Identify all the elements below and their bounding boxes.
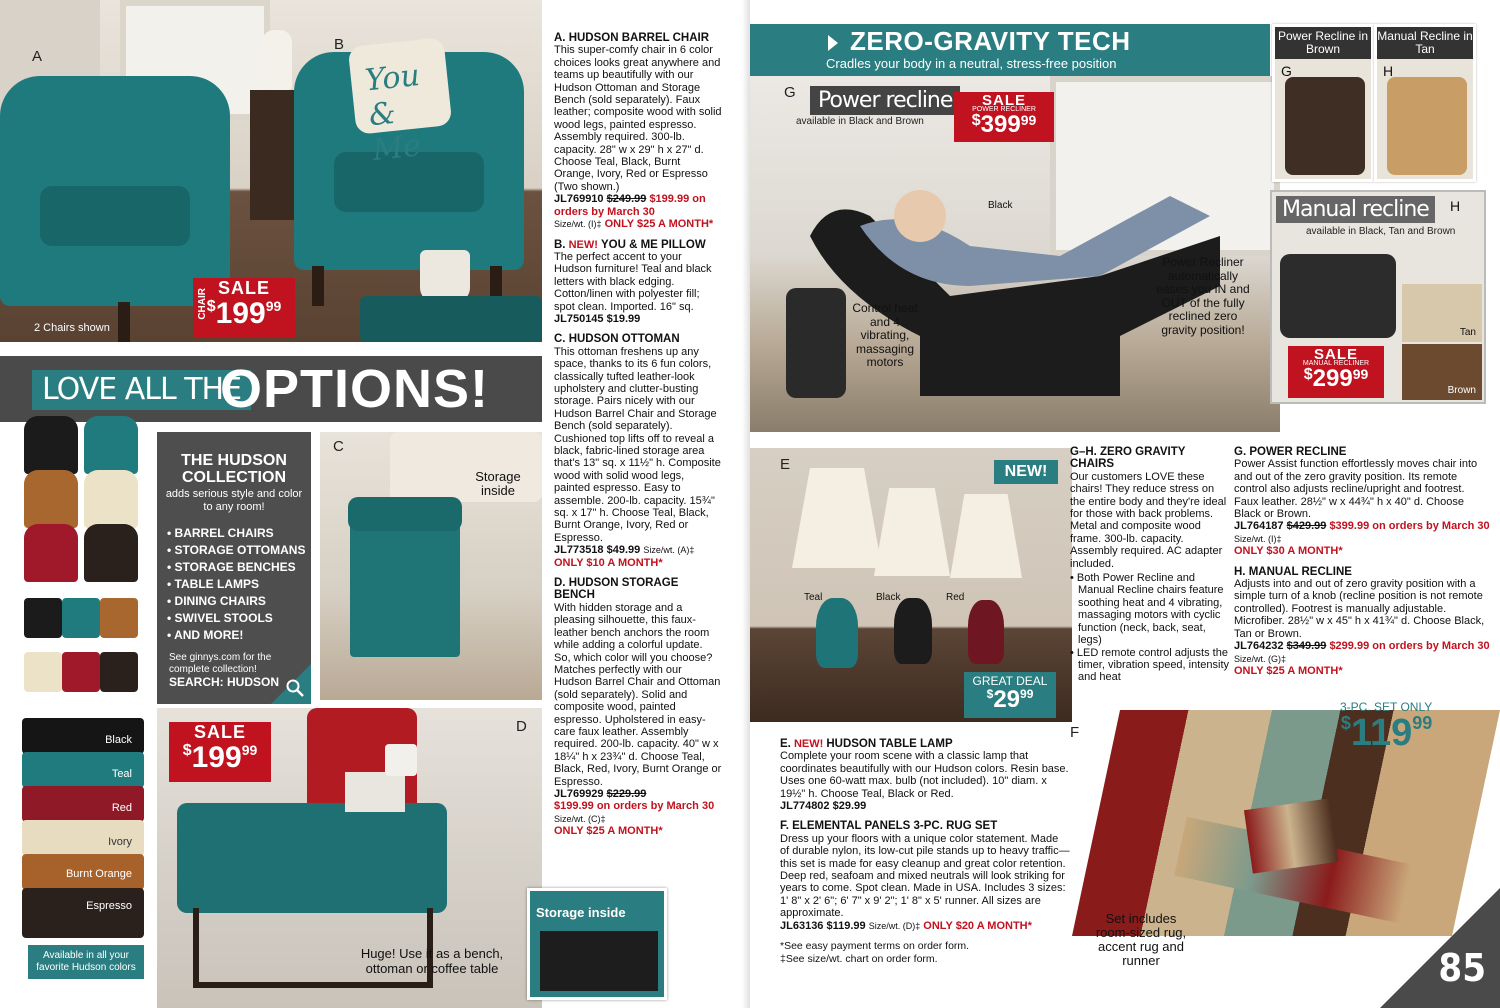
price-cents: 99 bbox=[1412, 713, 1433, 733]
gh-bullet: • LED remote control adjusts the timer, vibration speed, intensity and heat bbox=[1070, 646, 1230, 684]
product-g-body: Power Assist function effortlessly moves chair into and out of the zero gravity position. Its remote control also adjusts recline/upright and footrest. Faux leather. 28½" w x 44¾" h x 40" d. Choose Black or Brown. bbox=[1234, 458, 1478, 521]
lamp-rug-copy bbox=[780, 738, 1070, 965]
product-b-prefix: B. bbox=[554, 238, 566, 251]
bench-color-label: Black bbox=[105, 734, 132, 746]
sale-price bbox=[954, 113, 1054, 137]
rug-caption: Set includes room-sized rug, accent rug and runner bbox=[1095, 911, 1187, 968]
dollar-sign: $ bbox=[182, 742, 192, 759]
chairs-caption: 2 Chairs shown bbox=[34, 322, 110, 334]
ottoman-lid bbox=[348, 497, 462, 531]
hudson-list-item: • DINING CHAIRS bbox=[167, 594, 266, 608]
ottoman-swatch-ivory[interactable] bbox=[24, 652, 62, 692]
teal-storage-bench bbox=[177, 803, 447, 913]
sale-label: SALE bbox=[981, 92, 1026, 109]
product-a-size: Size/wt. (I)‡ bbox=[554, 219, 602, 230]
sale-price bbox=[1288, 367, 1384, 391]
product-h-size: Size/wt. (G)‡ bbox=[1234, 653, 1287, 664]
search-icon[interactable] bbox=[285, 678, 305, 698]
product-e bbox=[780, 738, 1070, 812]
price-dollars: 199 bbox=[191, 741, 242, 774]
tan-swatch[interactable] bbox=[1402, 284, 1482, 342]
love-all-the: LOVE ALL THE bbox=[32, 370, 251, 410]
product-d-body: With hidden storage and a pleasing silhouette, this faux-leather bench anchors the room while adding a colorful update. So, which color will you choose? Matches perfectly with our Hudson Barrel Chair and Ottoman (sold separately). Solid and composite wood, painted espresso. Upholstered in easy-care faux leather. Assembly required. 200-lb. capacity. 40" w x 18¼" h x 23¾" d. Choose Teal, Black, Red, Ivory, Burnt Orange or Espresso. bbox=[554, 601, 722, 788]
chair-swatch-burnt-orange[interactable] bbox=[24, 470, 78, 528]
label-g: G bbox=[784, 84, 796, 101]
ottoman-corner bbox=[360, 296, 542, 342]
zero-gravity-banner bbox=[750, 24, 1270, 76]
available-colors-box: Available in all your favorite Hudson colors bbox=[28, 945, 144, 979]
product-e-body: Complete your room scene with a classic lamp that coordinates beautifully with our Hudson colors. Resin base. Uses one 60-watt max. bulb (not included). 10" diam. x 19½" h. Choose Teal, Black or Red. bbox=[780, 750, 1069, 800]
chair-swatch-espresso[interactable] bbox=[84, 524, 138, 582]
hudson-list-item: • BARREL CHAIRS bbox=[167, 526, 274, 540]
lamp-shade bbox=[950, 494, 1022, 578]
bench-swatch-teal[interactable] bbox=[22, 752, 144, 788]
product-h-title: H. MANUAL RECLINE bbox=[1234, 565, 1352, 578]
product-e-prefix: E. bbox=[780, 738, 791, 750]
sale-vertical-label: CHAIR bbox=[197, 288, 208, 320]
product-c-monthly: ONLY $10 A MONTH* bbox=[554, 556, 663, 569]
mug bbox=[420, 250, 470, 302]
product-d-monthly: ONLY $25 A MONTH* bbox=[554, 825, 663, 838]
bench-swatch-burnt-orange[interactable] bbox=[22, 854, 144, 890]
storage-thumb-label: Storage inside bbox=[536, 905, 626, 920]
lamp-color-label: Teal bbox=[804, 592, 823, 603]
chair-swatch-ivory[interactable] bbox=[84, 470, 138, 528]
hudson-item-text: AND MORE! bbox=[174, 628, 244, 642]
thumb-letter: H bbox=[1383, 63, 1394, 79]
zero-gravity-title: ZERO-GRAVITY TECH bbox=[850, 26, 1131, 56]
hudson-site-text: See ginnys.com for the complete collection! bbox=[169, 652, 272, 675]
hudson-item-text: TABLE LAMPS bbox=[174, 577, 259, 591]
sale-price bbox=[193, 299, 295, 329]
hudson-collection-box bbox=[157, 432, 311, 704]
label-b: B bbox=[334, 36, 345, 53]
price-dollars: 119 bbox=[1350, 712, 1413, 754]
bench-swatch-black[interactable] bbox=[22, 718, 144, 754]
product-copy-column bbox=[554, 32, 722, 846]
barrel-chairs-photo[interactable] bbox=[0, 0, 542, 342]
rug-set-label: 3-PC. SET ONLY bbox=[1340, 700, 1433, 714]
ottoman-swatch-burnt-orange[interactable] bbox=[100, 598, 138, 638]
hudson-list bbox=[167, 525, 305, 644]
footnote: ‡See size/wt. chart on order form. bbox=[780, 952, 938, 965]
lamp-base bbox=[968, 600, 1004, 664]
hudson-list-item: • TABLE LAMPS bbox=[167, 577, 259, 591]
price-dollars: 29 bbox=[993, 686, 1021, 713]
hudson-list-item: • STORAGE BENCHES bbox=[167, 560, 296, 574]
product-d-sku: JL769929 bbox=[554, 787, 604, 800]
lamp-color-label: Red bbox=[946, 592, 965, 603]
thumb-letter: G bbox=[1281, 63, 1292, 79]
power-recline-brown-thumb[interactable] bbox=[1272, 24, 1374, 182]
product-g-was-price: $429.99 bbox=[1286, 520, 1327, 533]
product-f-body: Dress up your floors with a unique color statement. Made of durable nylon, its low-cut pile stands up to heavy traffic—this set is made for easy cleanup and great color retention. Deep red, seafoam and mixed neutrals will look striking for years to come. Spot clean. Made in USA. Includes 3 sizes: 1' 8" x 2' 6"; 6' 7" x 9' 2"; 1' 8" x 5' runner. All sizes are approximate. bbox=[780, 832, 1070, 920]
thumb-title: Power Recline in Brown bbox=[1275, 27, 1371, 59]
product-a-sale-price: $199.99 on orders by March 30 bbox=[554, 193, 706, 218]
power-recline-label: Power recline bbox=[810, 86, 960, 115]
zero-gravity-subtitle: Cradles your body in a neutral, stress-free position bbox=[826, 56, 1117, 71]
dollar-sign: $ bbox=[1340, 713, 1351, 733]
product-h-was-price: $349.99 bbox=[1286, 640, 1327, 653]
product-b bbox=[554, 239, 722, 326]
product-b-body: The perfect accent to your Hudson furniture! Teal and black letters with black edging. Cotton/linen with polyester fill; spot clean. Imported. 16" sq. bbox=[554, 250, 712, 313]
hudson-item-text: BARREL CHAIRS bbox=[174, 526, 274, 540]
recliner-caption: Power Recliner automatically eases you IN and OUT of the fully reclined zero gravity position! bbox=[1156, 255, 1250, 337]
gh-body: Our customers LOVE these chairs! They reduce stress on the entire body and they're ideal for those with back problems. Metal and composite wood frame. 300-lb. capacity. Assembly required. AC adapter included. bbox=[1070, 470, 1227, 570]
product-g-title: G. POWER RECLINE bbox=[1234, 446, 1347, 458]
dollar-sign: $ bbox=[206, 298, 216, 315]
sale-price bbox=[169, 743, 271, 773]
gh-bullet-text: LED remote control adjusts the timer, vibration speed, intensity and heat bbox=[1076, 646, 1230, 684]
manual-recliner-sale-tag bbox=[1288, 346, 1384, 398]
options-heading: OPTIONS! bbox=[220, 359, 490, 419]
product-h-sku: JL764232 bbox=[1234, 640, 1284, 653]
lamp-base bbox=[816, 598, 858, 668]
product-d-size: Size/wt. (C)‡ bbox=[554, 813, 606, 824]
hudson-list-item: • SWIVEL STOOLS bbox=[167, 611, 273, 625]
price-cents: 99 bbox=[265, 298, 282, 314]
label-h: H bbox=[1450, 198, 1461, 214]
great-deal-label: GREAT DEAL bbox=[972, 674, 1048, 688]
label-c: C bbox=[333, 438, 344, 455]
sale-label: SALE bbox=[1313, 346, 1358, 363]
arrow-icon bbox=[828, 35, 838, 51]
catalog-page-right bbox=[750, 0, 1500, 1008]
hudson-list-item: • STORAGE OTTOMANS bbox=[167, 543, 306, 557]
product-a-body: This super-comfy chair in 6 color choices looks great anywhere and teams up beautifully with our Hudson Ottoman and Storage Bench (sold separately). Faux leather; composite wood with solid wood legs, painted espresso. Assembly required. 300-lb. capacity. 28" w x 29" h x 27" d. Choose Teal, Black, Burnt Orange, Ivory, Red or Espresso (Two shown.) bbox=[554, 44, 722, 193]
product-f-size: Size/wt. (D)‡ bbox=[868, 920, 921, 931]
rug-set-price bbox=[1340, 700, 1432, 752]
brown-label: Brown bbox=[1447, 385, 1476, 396]
lamp-shade bbox=[792, 468, 882, 568]
page-number: 85 bbox=[1438, 946, 1486, 990]
price-dollars: 399 bbox=[980, 111, 1021, 138]
product-f-sku: JL63136 bbox=[780, 919, 824, 932]
product-d-title: D. HUDSON STORAGE BENCH bbox=[554, 577, 679, 602]
bench-swatch-ivory[interactable] bbox=[22, 820, 144, 856]
product-a bbox=[554, 32, 722, 231]
mug bbox=[385, 744, 417, 776]
chair-swatch-teal[interactable] bbox=[84, 416, 138, 474]
product-c-size: Size/wt. (A)‡ bbox=[643, 545, 695, 556]
product-b-title: YOU & ME PILLOW bbox=[600, 238, 706, 251]
product-h-monthly: ONLY $25 A MONTH* bbox=[1234, 664, 1343, 677]
product-e-new-badge: NEW! bbox=[793, 738, 824, 750]
power-recliner-sale-tag bbox=[954, 92, 1054, 142]
dollar-sign: $ bbox=[986, 687, 994, 701]
product-a-was-price: $249.99 bbox=[606, 193, 647, 206]
product-f-monthly: ONLY $20 A MONTH* bbox=[923, 919, 1032, 932]
price-cents: 99 bbox=[1352, 366, 1369, 382]
product-e-price: $29.99 bbox=[832, 800, 867, 813]
hudson-item-text: STORAGE BENCHES bbox=[174, 560, 296, 574]
brown-recliner bbox=[1285, 77, 1365, 175]
product-g-sku: JL764187 bbox=[1234, 520, 1284, 533]
teal-ottoman bbox=[350, 507, 460, 657]
bench-color-label: Red bbox=[111, 802, 132, 814]
product-d-sale-price: $199.99 on orders by March 30 bbox=[554, 800, 715, 813]
product-b-price: $19.99 bbox=[606, 312, 641, 325]
product-a-monthly: ONLY $25 A MONTH* bbox=[604, 218, 714, 231]
price-cents: 99 bbox=[1020, 112, 1037, 128]
product-h-sale-price: $299.99 on orders by March 30 bbox=[1329, 640, 1490, 653]
hudson-title: THE HUDSON COLLECTION bbox=[181, 452, 287, 486]
lamp-shade bbox=[874, 488, 950, 576]
product-a-sku: JL769910 bbox=[554, 193, 604, 206]
bench-color-label: Espresso bbox=[86, 900, 132, 912]
bench-color-label: Ivory bbox=[108, 836, 132, 848]
hudson-item-text: STORAGE OTTOMANS bbox=[174, 543, 306, 557]
product-c-body: This ottoman freshens up any space, thanks to its 6 fun colors, classically tufted leather-look upholstery and clutter-busting storage. Pairs nicely with our Hudson Barrel Chair and Storage Bench (sold separately). Cushioned top lifts off to reveal a black, fabric-lined storage area that's 13" sq. x 11½" h. Composite wood with solid wood legs, painted espresso. Easy to assemble. 200-lb. capacity. 15¾" sq. x 17" h. Choose Teal, Black, Burnt Orange, Ivory, Red or Espresso. bbox=[554, 345, 721, 544]
chair-leg bbox=[312, 266, 324, 306]
bench-swatch-red[interactable] bbox=[22, 786, 144, 822]
bench-color-label: Teal bbox=[111, 768, 132, 780]
great-deal-price bbox=[964, 688, 1056, 712]
pillow-text: You & Me bbox=[363, 57, 423, 169]
table-lamp bbox=[262, 30, 292, 90]
hudson-item-text: DINING CHAIRS bbox=[174, 594, 266, 608]
hudson-search-link[interactable]: SEARCH: HUDSON bbox=[169, 675, 280, 689]
footnote: *See easy payment terms on order form. bbox=[780, 940, 970, 953]
label-a: A bbox=[32, 48, 43, 65]
bench-color-label: Burnt Orange bbox=[65, 868, 132, 880]
dollar-sign: $ bbox=[1303, 366, 1313, 383]
accent-rug bbox=[1244, 798, 1338, 873]
gh-bullet-text: Both Power Recline and Manual Recline chairs feature soothing heat and 4 vibrating, massaging motors with cyclic function (neck, back, seat, legs) bbox=[1076, 572, 1224, 647]
ottoman-swatch-espresso[interactable] bbox=[100, 652, 138, 692]
price-dollars: 199 bbox=[215, 297, 266, 330]
zero-gravity-copy bbox=[1070, 446, 1230, 684]
remote-control bbox=[786, 288, 846, 398]
gh-bullet: • Both Power Recline and Manual Recline chairs feature soothing heat and 4 vibrating, massaging motors with cyclic function (neck, back, seat, legs) bbox=[1070, 572, 1224, 647]
product-e-title: HUDSON TABLE LAMP bbox=[826, 738, 953, 750]
product-g-size: Size/wt. (I)‡ bbox=[1234, 533, 1282, 544]
thumb-title: Manual Recline in Tan bbox=[1377, 27, 1473, 59]
manual-recline-sub: available in Black, Tan and Brown bbox=[1306, 226, 1456, 237]
price-dollars: 299 bbox=[1312, 365, 1353, 392]
tan-label: Tan bbox=[1459, 327, 1476, 338]
product-c-sku: JL773518 bbox=[554, 544, 604, 557]
product-d bbox=[554, 577, 722, 838]
product-h-body: Adjusts into and out of zero gravity position with a simple turn of a knob (recline position is not remote controlled). Footrest is manually adjustable. Microfiber. 28½" w x 45" h x 41¾" d. Choose Black, Tan or Brown. bbox=[1234, 578, 1485, 640]
chair-swatch-red[interactable] bbox=[24, 524, 78, 582]
product-b-new-badge: NEW! bbox=[568, 238, 598, 251]
ottoman-swatch-black[interactable] bbox=[24, 598, 62, 638]
manual-recline-label: Manual recline bbox=[1276, 196, 1435, 223]
new-badge: NEW! bbox=[994, 460, 1058, 484]
product-d-was-price: $229.99 bbox=[606, 787, 647, 800]
power-recline-sub: available in Black and Brown bbox=[796, 116, 924, 127]
you-and-me-pillow bbox=[348, 37, 453, 169]
dollar-sign: $ bbox=[971, 112, 981, 129]
price-cents: 99 bbox=[1020, 687, 1034, 701]
remote-caption: Control heat and 4 vibrating, massaging motors bbox=[852, 301, 918, 369]
product-e-sku: JL774802 bbox=[780, 800, 830, 813]
product-f-title: F. ELEMENTAL PANELS 3-PC. RUG SET bbox=[780, 820, 998, 833]
brown-swatch[interactable] bbox=[1402, 344, 1482, 400]
product-f-price: $119.99 bbox=[826, 919, 866, 932]
product-c-title: C. HUDSON OTTOMAN bbox=[554, 333, 680, 346]
product-c-price: $49.99 bbox=[606, 544, 641, 557]
chair-swatch-black[interactable] bbox=[24, 416, 78, 474]
hudson-item-text: SWIVEL STOOLS bbox=[174, 611, 273, 625]
books bbox=[345, 772, 405, 812]
bench-sale-tag bbox=[169, 722, 271, 782]
label-f: F bbox=[1070, 724, 1080, 741]
bench-caption: Huge! Use it as a bench, ottoman or coffee table bbox=[360, 946, 504, 976]
recline-copy bbox=[1234, 446, 1490, 685]
storage-inside-thumbnail[interactable] bbox=[527, 888, 667, 1000]
product-b-sku: JL750145 bbox=[554, 312, 604, 325]
price-cents: 99 bbox=[241, 742, 258, 758]
rug-set-amount bbox=[1340, 714, 1432, 752]
chair-sale-tag bbox=[193, 278, 295, 338]
chair-seat bbox=[40, 186, 190, 246]
ottoman-swatch-teal[interactable] bbox=[62, 598, 100, 638]
product-h bbox=[1234, 566, 1490, 678]
storage-inside-caption: Storage inside bbox=[475, 469, 521, 498]
product-g-sale-price: $399.99 on orders by March 30 bbox=[1329, 520, 1490, 533]
options-banner bbox=[0, 356, 542, 422]
black-manual-recliner bbox=[1280, 254, 1396, 338]
product-g bbox=[1234, 446, 1490, 558]
bench-swatch-espresso[interactable] bbox=[22, 888, 144, 938]
product-f bbox=[780, 820, 1070, 932]
sale-label: SALE bbox=[193, 722, 246, 742]
manual-recline-tan-thumb[interactable] bbox=[1374, 24, 1476, 182]
chair-a bbox=[0, 76, 230, 306]
black-label: Black bbox=[988, 200, 1013, 211]
label-e: E bbox=[780, 456, 791, 473]
hudson-subtitle: adds serious style and color to any room! bbox=[165, 488, 303, 513]
lamp-base bbox=[894, 598, 932, 664]
storage-contents bbox=[540, 931, 658, 991]
product-a-title: A. HUDSON BARREL CHAIR bbox=[554, 32, 710, 44]
sale-sublabel: POWER RECLINER bbox=[972, 106, 1036, 113]
great-deal-badge bbox=[964, 672, 1056, 718]
sale-label: SALE bbox=[217, 278, 270, 298]
gh-title: G–H. ZERO GRAVITY CHAIRS bbox=[1070, 446, 1186, 471]
sale-sublabel: MANUAL RECLINER bbox=[1302, 360, 1370, 367]
lamp-color-label: Black bbox=[876, 592, 901, 603]
product-c bbox=[554, 333, 722, 569]
tan-recliner bbox=[1387, 77, 1467, 175]
ottoman-photo[interactable] bbox=[320, 432, 542, 700]
hudson-list-item: • AND MORE! bbox=[167, 628, 244, 642]
chair-leg bbox=[118, 302, 130, 342]
product-g-monthly: ONLY $30 A MONTH* bbox=[1234, 545, 1343, 558]
label-d: D bbox=[516, 718, 527, 735]
ottoman-swatch-red[interactable] bbox=[62, 652, 100, 692]
